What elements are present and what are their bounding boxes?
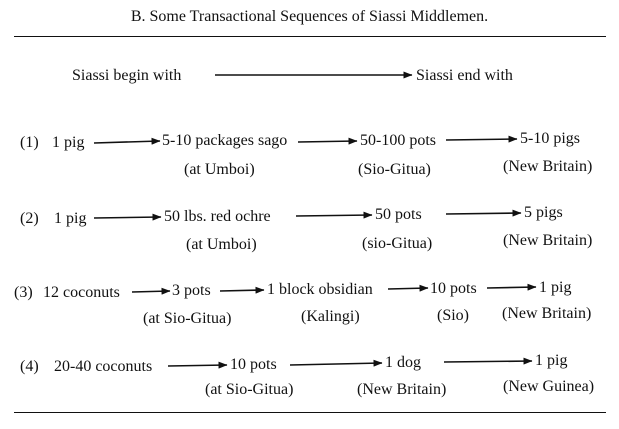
sequence-4-number: (4): [20, 358, 39, 375]
sequence-2-arrow-1: [94, 217, 161, 218]
sequence-2-step-2-place: (at Umboi): [186, 236, 257, 253]
sequence-3-step-3-item: 1 block obsidian: [267, 281, 373, 298]
sequence-2-number: (2): [20, 210, 39, 227]
sequence-4-arrow-2: [290, 363, 382, 365]
sequence-2-step-4-item: 5 pigs: [524, 204, 563, 221]
sequence-2-arrow-3: [446, 213, 521, 214]
sequence-1-step-1-item: 1 pig: [52, 134, 85, 151]
sequence-3-step-5-place: (New Britain): [502, 305, 592, 322]
sequence-2-step-3-item: 50 pots: [375, 206, 422, 223]
sequence-2-step-3-place: (sio-Gitua): [362, 235, 433, 252]
sequence-4-step-1-item: 20-40 coconuts: [54, 358, 153, 375]
sequence-3-arrow-1: [132, 291, 170, 292]
sequence-4-arrow-1: [168, 365, 227, 366]
sequence-1-step-2-item: 5-10 packages sago: [162, 132, 288, 149]
sequence-1-step-3-place: (Sio-Gitua): [358, 161, 431, 178]
sequence-4-step-2-item: 10 pots: [230, 356, 277, 373]
sequence-1-arrow-1: [94, 141, 160, 143]
sequence-3-step-3-place: (Kalingi): [301, 308, 360, 325]
header-end-label: Siassi end with: [416, 67, 513, 84]
sequence-4-arrow-3: [444, 361, 532, 362]
sequence-3-arrow-2: [220, 290, 264, 291]
sequence-2-arrow-2: [296, 215, 372, 216]
sequence-3-step-2-item: 3 pots: [172, 282, 211, 299]
sequence-4-step-3-place: (New Britain): [357, 381, 447, 398]
sequence-4-step-4-place: (New Guinea): [503, 378, 595, 395]
sequence-4-step-3-item: 1 dog: [385, 354, 421, 371]
diagram-title: B. Some Transactional Sequences of Siassi Middlemen.: [130, 8, 489, 25]
sequence-3-step-1-item: 12 coconuts: [43, 284, 120, 301]
sequence-3-step-4-item: 10 pots: [430, 280, 477, 297]
sequence-3-step-2-place: (at Sio-Gitua): [143, 310, 232, 327]
sequence-2-step-2-item: 50 lbs. red ochre: [164, 208, 271, 225]
sequence-2-step-4-place: (New Britain): [503, 232, 593, 249]
sequence-1-number: (1): [20, 134, 39, 151]
sequence-4-step-4-item: 1 pig: [535, 352, 568, 369]
sequence-1-step-4-place: (New Britain): [503, 158, 593, 175]
header-begin-label: Siassi begin with: [72, 67, 182, 84]
sequence-4-step-2-place: (at Sio-Gitua): [205, 381, 294, 398]
sequence-3-arrow-4: [487, 287, 536, 288]
sequence-1-step-3-item: 50-100 pots: [360, 132, 436, 149]
sequence-2-step-1-item: 1 pig: [54, 210, 87, 227]
sequence-3-number: (3): [14, 284, 33, 301]
sequence-3-step-5-item: 1 pig: [539, 279, 572, 296]
sequence-3-step-4-place: (Sio): [437, 307, 469, 324]
sequence-1-step-2-place: (at Umboi): [184, 161, 255, 178]
sequence-3-arrow-3: [388, 288, 428, 289]
sequence-1-step-4-item: 5-10 pigs: [520, 130, 580, 147]
sequence-1-arrow-3: [446, 139, 517, 140]
sequence-1-arrow-2: [298, 141, 357, 142]
